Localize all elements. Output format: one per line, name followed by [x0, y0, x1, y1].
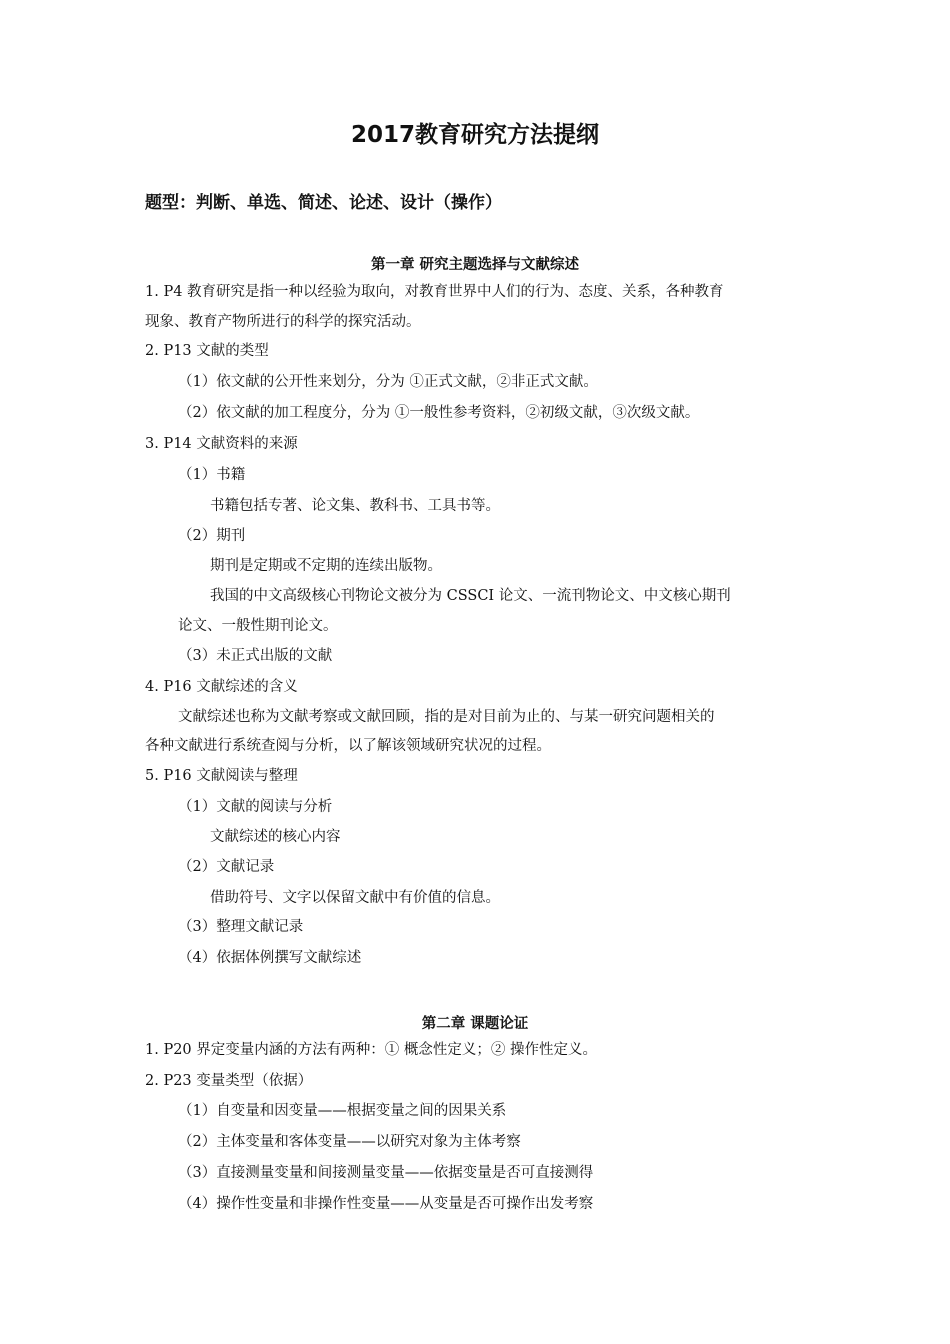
ch1-line-1: 1. P4 教育研究是指一种以经验为取向，对教育世界中人们的行为、态度、关系，各种教育 [145, 284, 724, 300]
ch1-line-15: 文献综述也称为文献考察或文献回顾，指的是对目前为止的、与某一研究问题相关的 [178, 709, 715, 725]
ch1-line-7: （1）书籍 [178, 467, 246, 483]
chapter-2-heading: 第二章 课题论证 [421, 1016, 529, 1032]
ch1-line-11: 我国的中文高级核心刊物论文被分为 CSSCI 论文、一流刊物论文、中文核心期刊 [210, 588, 731, 604]
ch1-line-14: 4. P16 文献综述的含义 [145, 679, 298, 695]
document-title: 2017教育研究方法提纲 [350, 122, 599, 148]
ch1-line-13: （3）未正式出版的文献 [178, 648, 333, 664]
ch1-line-19: 文献综述的核心内容 [210, 829, 341, 845]
ch1-line-6: 3. P14 文献资料的来源 [145, 436, 298, 452]
question-types: 题型：判断、单选、简述、论述、设计（操作） [145, 193, 502, 213]
ch1-line-9: （2）期刊 [178, 528, 246, 544]
ch1-line-3: 2. P13 文献的类型 [145, 343, 269, 359]
ch1-line-10: 期刊是定期或不定期的连续出版物。 [210, 558, 442, 574]
ch2-line-4: （2）主体变量和客体变量——以研究对象为主体考察 [178, 1134, 521, 1150]
ch1-line-18: （1）文献的阅读与分析 [178, 799, 333, 815]
ch1-line-5: （2）依文献的加工程度分，分为 ①一般性参考资料，②初级文献，③次级文献。 [178, 405, 700, 421]
ch2-line-2: 2. P23 变量类型（依据） [145, 1073, 313, 1089]
ch1-line-23: （4）依据体例撰写文献综述 [178, 950, 362, 966]
ch2-line-3: （1）自变量和因变量——根据变量之间的因果关系 [178, 1103, 507, 1119]
chapter-1-heading: 第一章 研究主题选择与文献综述 [370, 257, 580, 273]
ch2-line-6: （4）操作性变量和非操作性变量——从变量是否可操作出发考察 [178, 1196, 594, 1212]
ch1-line-21: 借助符号、文字以保留文献中有价值的信息。 [210, 890, 500, 906]
ch2-line-5: （3）直接测量变量和间接测量变量——依据变量是否可直接测得 [178, 1165, 594, 1181]
ch1-line-2: 现象、教育产物所进行的科学的探究活动。 [145, 314, 421, 330]
ch1-line-4: （1）依文献的公开性来划分，分为 ①正式文献，②非正式文献。 [178, 374, 598, 390]
ch1-line-22: （3）整理文献记录 [178, 919, 304, 935]
ch1-line-16: 各种文献进行系统查阅与分析，以了解该领域研究状况的过程。 [145, 738, 551, 754]
ch2-line-1: 1. P20 界定变量内涵的方法有两种：① 概念性定义；② 操作性定义。 [145, 1042, 597, 1058]
ch1-line-8: 书籍包括专著、论文集、教科书、工具书等。 [210, 498, 500, 514]
ch1-line-20: （2）文献记录 [178, 859, 275, 875]
ch1-line-12: 论文、一般性期刊论文。 [178, 618, 338, 634]
ch1-line-17: 5. P16 文献阅读与整理 [145, 768, 298, 784]
